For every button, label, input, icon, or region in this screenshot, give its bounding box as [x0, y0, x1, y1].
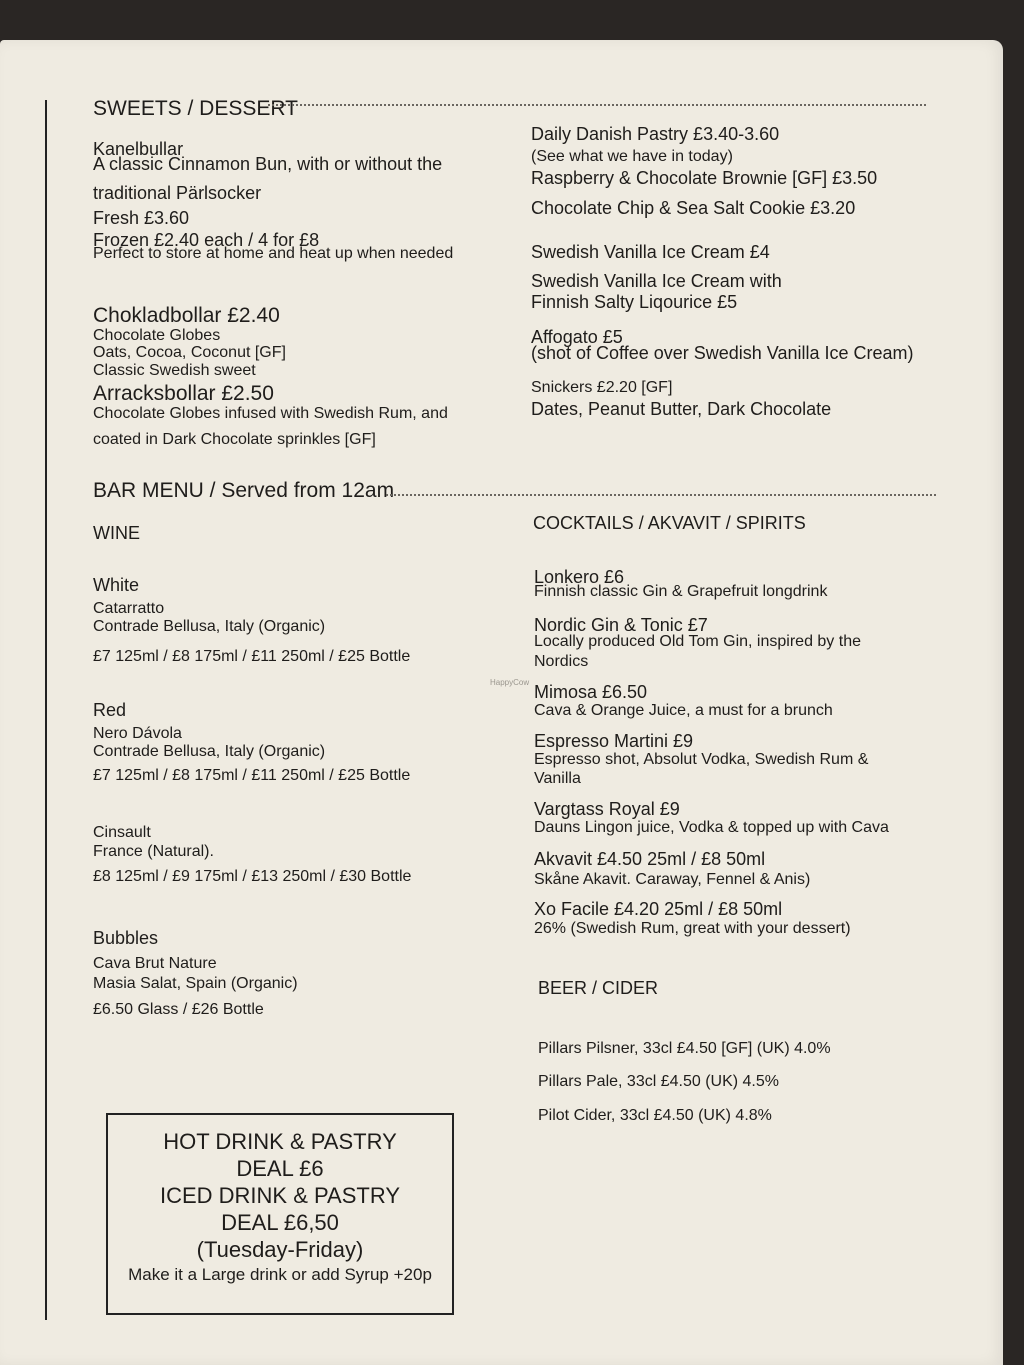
cocktail-description: 26% (Swedish Rum, great with your dessert) [534, 920, 851, 937]
deal-days: (Tuesday-Friday) [196, 1237, 364, 1262]
menu-item-name: Chocolate Chip & Sea Salt Cookie £3.20 [531, 198, 856, 218]
section-divider [268, 104, 926, 106]
deal-box [106, 1113, 454, 1315]
wine-name: Cinsault [93, 824, 151, 841]
cocktail-description: Vanilla [534, 770, 581, 787]
cocktail-name: Espresso Martini £9 [534, 731, 694, 751]
cocktail-description: Locally produced Old Tom Gin, inspired by the [534, 633, 861, 650]
menu-item-description: A classic Cinnamon Bun, with or without the [93, 154, 443, 174]
cocktail-name: Vargtass Royal £9 [534, 799, 680, 819]
wine-name: Nero Dávola [93, 725, 182, 742]
cocktail-name: Xo Facile £4.20 25ml / £8 50ml [534, 899, 783, 919]
menu-item-note: (See what we have in today) [531, 148, 733, 165]
menu-item-name: Affogato £5 [531, 327, 623, 347]
wine-name: Cava Brut Nature [93, 955, 217, 972]
menu-item-name: Swedish Vanilla Ice Cream with [531, 271, 782, 291]
cocktail-description: Espresso shot, Absolut Vodka, Swedish Rum & [534, 751, 869, 768]
wine-category: White [93, 575, 140, 595]
wine-origin: France (Natural). [93, 843, 214, 860]
wine-price: £6.50 Glass / £26 Bottle [93, 1001, 264, 1018]
deal-price: DEAL £6 [236, 1156, 324, 1181]
bar-menu-header: BAR MENU / Served from 12am [93, 479, 395, 502]
menu-item-name: Finnish Salty Liqourice £5 [531, 292, 738, 312]
beer-item: Pillars Pale, 33cl £4.50 (UK) 4.5% [538, 1073, 779, 1090]
wine-price: £7 125ml / £8 175ml / £11 250ml / £25 Bottle [93, 767, 411, 784]
menu-item-note: Perfect to store at home and heat up when needed [93, 245, 454, 262]
menu-item-name: Snickers £2.20 [GF] [531, 379, 673, 396]
cocktail-name: Mimosa £6.50 [534, 682, 648, 702]
deal-note: Make it a Large drink or add Syrup +20p [128, 1265, 432, 1284]
menu-item-description: traditional Pärlsocker [93, 183, 262, 203]
wine-header: WINE [93, 523, 140, 543]
menu-item-name: Raspberry & Chocolate Brownie [GF] £3.50 [531, 168, 878, 188]
menu-item-description: Chocolate Globes infused with Swedish Rum, and [93, 405, 448, 422]
menu-item-description: coated in Dark Chocolate sprinkles [GF] [93, 431, 376, 448]
deal-line: HOT DRINK & PASTRY [163, 1129, 397, 1154]
menu-item-name: Chokladbollar £2.40 [93, 304, 280, 327]
cocktail-name: Nordic Gin & Tonic £7 [534, 615, 708, 635]
menu-item-name: Arracksbollar £2.50 [93, 382, 274, 405]
section-divider [386, 494, 936, 496]
sweets-header: SWEETS / DESSERT [93, 97, 298, 120]
menu-item-description: Classic Swedish sweet [93, 362, 256, 379]
cocktail-description: Finnish classic Gin & Grapefruit longdrink [534, 583, 828, 600]
cocktail-name: Lonkero £6 [534, 567, 625, 587]
cocktail-description: Cava & Orange Juice, a must for a brunch [534, 702, 833, 719]
menu-item-name: Swedish Vanilla Ice Cream £4 [531, 242, 770, 262]
cocktail-description: Nordics [534, 653, 589, 670]
menu-item-description: Oats, Cocoa, Coconut [GF] [93, 344, 286, 361]
menu-item-name: Daily Danish Pastry £3.40-3.60 [531, 124, 780, 144]
beer-header: BEER / CIDER [538, 978, 659, 998]
deal-price: DEAL £6,50 [221, 1210, 339, 1235]
wine-origin: Contrade Bellusa, Italy (Organic) [93, 743, 326, 760]
wine-category: Red [93, 700, 127, 720]
menu-item-description: Chocolate Globes [93, 327, 221, 344]
beer-item: Pillars Pilsner, 33cl £4.50 [GF] (UK) 4.0% [538, 1040, 831, 1057]
menu-item-name: Kanelbullar [93, 139, 184, 159]
menu-item-price: Fresh £3.60 [93, 208, 190, 228]
page-fold-line [45, 100, 47, 1320]
cocktail-name: Akvavit £4.50 25ml / £8 50ml [534, 849, 766, 869]
wine-price: £8 125ml / £9 175ml / £13 250ml / £30 Bottle [93, 868, 412, 885]
wine-origin: Contrade Bellusa, Italy (Organic) [93, 618, 326, 635]
menu-item-price: Frozen £2.40 each / 4 for £8 [93, 230, 320, 250]
wine-price: £7 125ml / £8 175ml / £11 250ml / £25 Bottle [93, 648, 411, 665]
cocktails-header: COCKTAILS / AKVAVIT / SPIRITS [533, 513, 806, 533]
wine-category: Bubbles [93, 928, 159, 948]
watermark: HappyCow [490, 678, 530, 687]
cocktail-description: Dauns Lingon juice, Vodka & topped up with Cava [534, 819, 889, 836]
menu-item-description: (shot of Coffee over Swedish Vanilla Ice Cream) [531, 343, 914, 363]
deal-line: ICED DRINK & PASTRY [159, 1183, 400, 1208]
cocktail-description: Skåne Akavit. Caraway, Fennel & Anis) [534, 871, 811, 888]
menu-item-description: Dates, Peanut Butter, Dark Chocolate [531, 399, 832, 419]
beer-item: Pilot Cider, 33cl £4.50 (UK) 4.8% [538, 1107, 772, 1124]
wine-name: Catarratto [93, 600, 165, 617]
wine-origin: Masia Salat, Spain (Organic) [93, 975, 298, 992]
